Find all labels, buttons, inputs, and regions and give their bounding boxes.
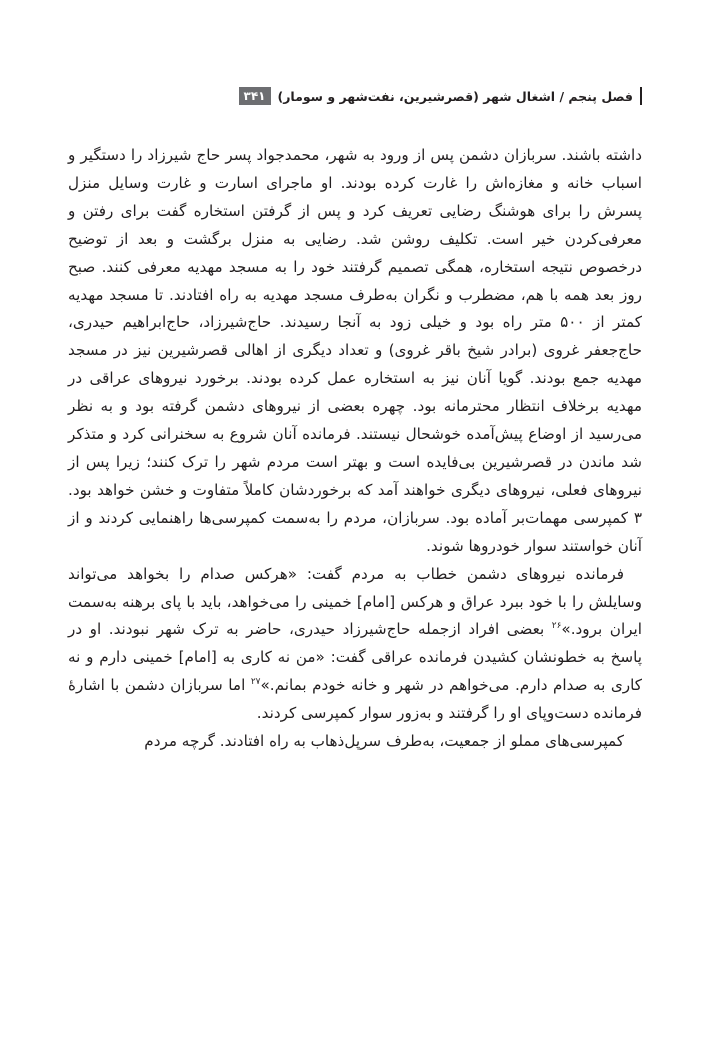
paragraph-text: کمپرسی‌های مملو از جمعیت، به‌طرف سرپل‌ذهاب به راه افتادند. گرچه مردم <box>144 732 624 751</box>
footnote-marker: ۲۶ <box>551 621 562 632</box>
running-header <box>115 84 642 108</box>
body-text <box>68 142 642 756</box>
chapter-label: فصل پنجم / <box>559 88 633 104</box>
paragraph-text: فرمانده نیروهای دشمن خطاب به مردم گفت: «هرکس صدام را بخواهد می‌تواند وسایلش را با خود ببرد عراق و هرکس [امام] خمینی را می‌خواهد، باید با پای برهنه به‌سمت ایران برود.» <box>68 564 642 639</box>
paragraph-text: اما سربازان دشمن با اشارهٔ فرمانده دست‌وپای او را گرفتند و به‌زور سوار کمپرسی کردند. <box>68 676 642 723</box>
footnote-marker: ۲۷ <box>250 677 261 688</box>
paragraph-text: داشته باشند. سربازان دشمن پس از ورود به شهر، محمدجواد پسر حاج شیرزاد را دستگیر و اسباب خانه و مغازه‌اش را غارت کرده بودند. او ماجرای اسارت و غارت وسایل منزل پسرش را برای هوشنگ رضایی تعریف کرد و پس از گرفتن استخاره گفت برای رفتن و معرفی‌کردن خیر است. تکلیف روشن شد. رضایی به منزل برگشت و بعد از توضیح درخصوص نتیجه استخاره، همگی تصمیم گرفتند خود را به مسجد مهدیه معرفی کنند. صبح روز بعد همه با هم، مضطرب و نگران به‌طرف مسجد مهدیه به راه افتادند. تا مسجد مهدیه کمتر از ۵۰۰ متر راه بود و خیلی زود به آنجا رسیدند. حاج‌شیرزاد، حاج‌ابراهیم حیدری، حاج‌جعفر غروی (برادر شیخ باقر غروی) و تعداد دیگری از اهالی قصرشیرین نیز در مسجد مهدیه جمع بودند. گویا آنان نیز به استخاره عمل کرده بودند. برخورد نیروهای عراقی در مهدیه برخلاف انتظار محترمانه بود. چهره بعضی از نیروهای دشمن گرفته بود و به نظر می‌رسید از اوضاع پیش‌آمده خوشحال نیستند. فرمانده آنان شروع به سخنرانی کرد و متذکر شد ماندن در قصرشیرین بی‌فایده است و بهتر است مردم شهر را ترک کنند؛ زیرا پس از نیروهای فعلی، نیروهای دیگری خواهند آمد که برخوردشان کاملاً متفاوت و خشن خواهد بود. ۳ کمپرسی مهمات‌بر آماده بود. سربازان، مردم را به‌سمت کمپرسی‌ها راهنمایی کردند و از آنان خواستند سوار خودروها شوند. <box>68 146 642 555</box>
chapter-title: اشغال شهر (قصرشیرین، نفت‌شهر و سومار) <box>277 88 556 104</box>
page-number: ۳۴۱ <box>239 87 271 105</box>
paragraph <box>68 142 642 561</box>
paragraph <box>68 728 642 756</box>
paragraph-text: بعضی افراد ازجمله حاج‌شیرزاد حیدری، حاضر به ترک شهر نبودند. او در پاسخ به خطونشان کشیدن فرمانده عراقی گفت: «من نه کاری به [امام] خمینی دارم و نه کاری به صدام دارم. می‌خواهم در شهر و خانه خودم بمانم.» <box>68 620 642 695</box>
header-divider <box>640 87 642 105</box>
paragraph <box>68 561 642 728</box>
